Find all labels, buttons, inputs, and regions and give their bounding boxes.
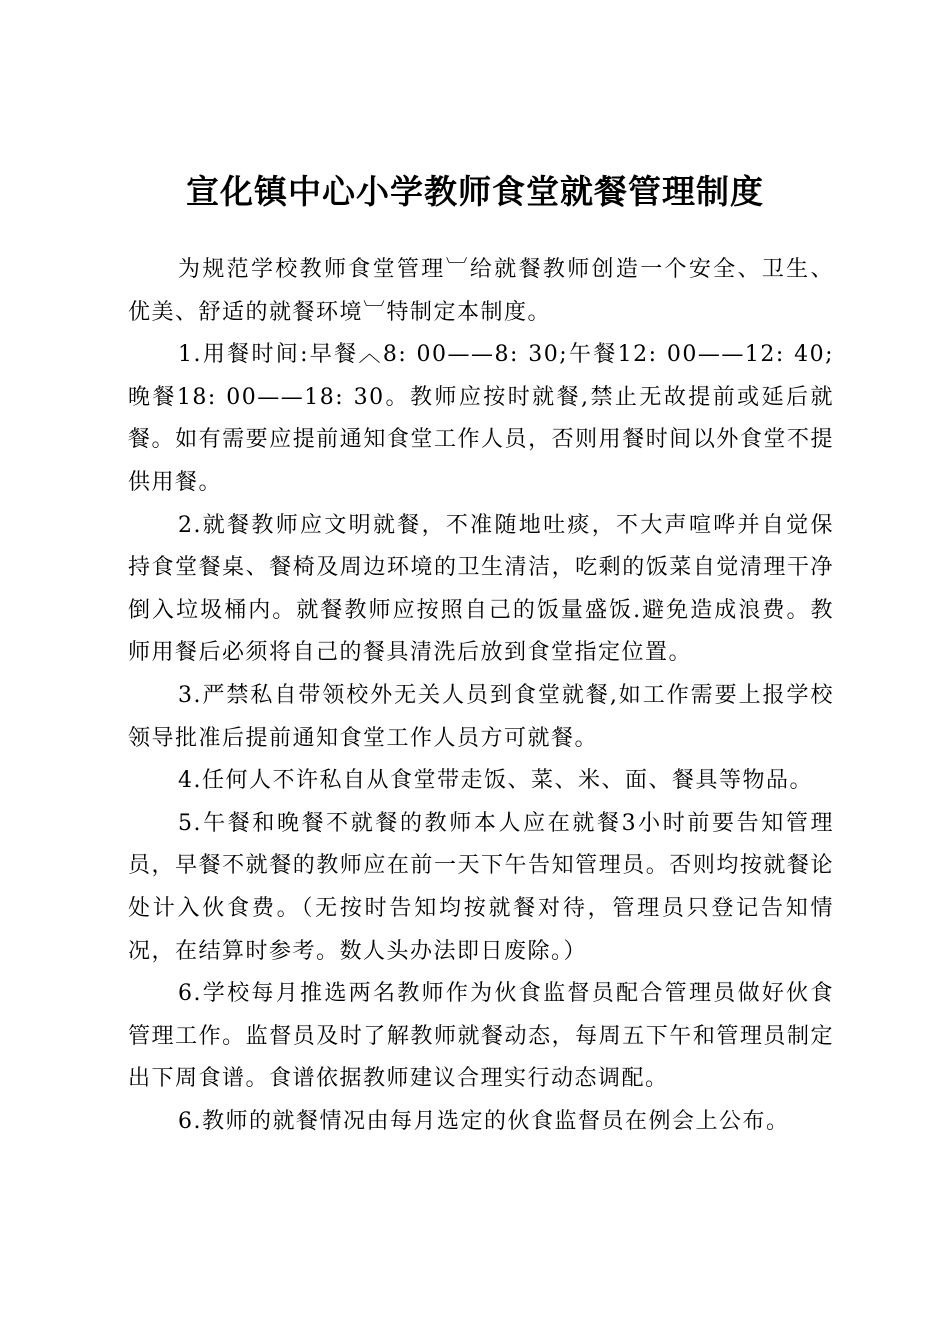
- document-body: [128, 249, 834, 1143]
- intro-paragraph: 为规范学校教师食堂管理︺给就餐教师创造一个安全、卫生、优美、舒适的就餐环境︺特制定本制度。: [128, 257, 834, 325]
- rule-2-dining-conduct: 2.就餐教师应文明就餐，不准随地吐痰，不大声喧哗并自觉保持食堂餐桌、餐椅及周边环境的卫生清洁，吃剩的饭菜自觉清理干净倒入垃圾桶内。就餐教师应按照自己的饭量盛饭.避免造成浪费。教师用餐后必须将自己的餐具清洗后放到食堂指定位置。: [128, 512, 834, 666]
- rule-3-outside-guests: 3.严禁私自带领校外无关人员到食堂就餐,如工作需要上报学校领导批准后提前通知食堂工作人员方可就餐。: [128, 682, 834, 751]
- rule-6-supervisors: 6.学校每月推选两名教师作为伙食监督员配合管理员做好伙食管理工作。监督员及时了解教师就餐动态，每周五下午和管理员制定出下周食谱。食谱依据教师建议合理实行动态调配。: [128, 981, 834, 1092]
- page-title: 宣化镇中心小学教师食堂就餐管理制度: [186, 172, 764, 211]
- rule-5-absence-notice: 5.午餐和晚餐不就餐的教师本人应在就餐3小时前要告知管理员，早餐不就餐的教师应在前一天下午告知管理员。否则均按就餐论处计入伙食费。（无按时告知均按就餐对待，管理员只登记告知情况，在结算时参考。数人头办法即日废除。）: [128, 810, 834, 964]
- rule-4-no-taking-items: 4.任何人不许私自从食堂带走饭、菜、米、面、餐具等物品。: [178, 768, 813, 794]
- rule-1-meal-times: 1.用餐时间:早餐︿8: 00——8: 30;午餐12: 00——12: 40;晚餐18: 00——18: 30。教师应按时就餐,禁止无故提前或延后就餐。如有需要应提前通知食堂工作人员，否则用餐时间以外食堂不提供用餐。: [128, 342, 834, 495]
- rule-6b-announcement: 6.教师的就餐情况由每月选定的伙食监督员在例会上公布。: [178, 1108, 790, 1134]
